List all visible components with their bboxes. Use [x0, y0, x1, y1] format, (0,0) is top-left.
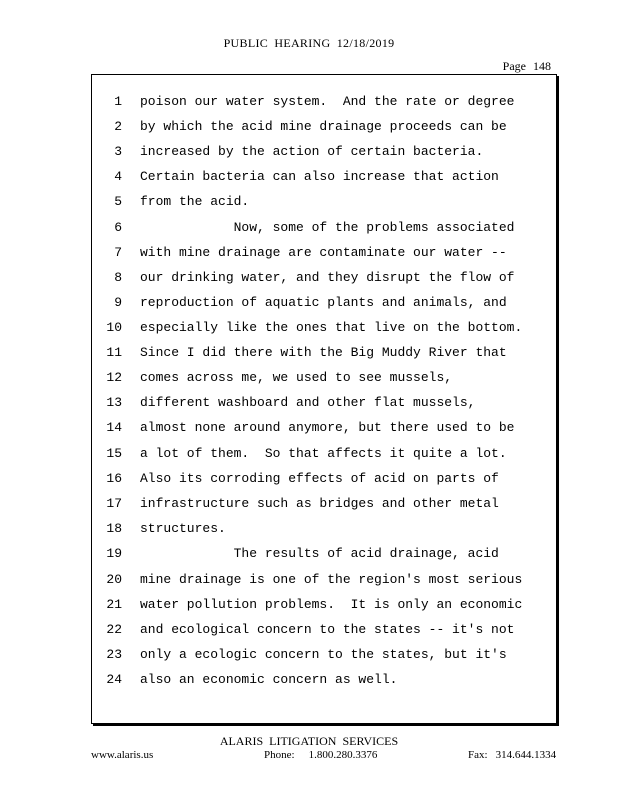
line-number: 14 [106, 420, 122, 435]
line-number: 19 [106, 546, 122, 561]
header-title: PUBLIC HEARING 12/18/2019 [223, 36, 395, 50]
fax-label: Fax: [468, 749, 488, 761]
line-text: with mine drainage are contaminate our water -- [140, 245, 507, 260]
line-number: 8 [114, 270, 122, 285]
line-number: 21 [106, 597, 122, 612]
line-number: 13 [106, 395, 122, 410]
line-number: 15 [106, 446, 122, 461]
footer-phone [264, 749, 377, 761]
line-number: 23 [106, 647, 122, 662]
footer-website: www.alaris.us [91, 749, 154, 761]
line-number: 5 [114, 194, 122, 209]
line-text: mine drainage is one of the region's most serious [140, 572, 523, 587]
line-number: 2 [114, 119, 122, 134]
line-text: especially like the ones that live on the bottom. [140, 320, 523, 335]
footer-company: ALARIS LITIGATION SERVICES [219, 734, 399, 748]
line-number: 1 [114, 94, 122, 109]
line-text: from the acid. [140, 194, 250, 209]
line-text: our drinking water, and they disrupt the flow of [140, 270, 515, 285]
line-text: comes across me, we used to see mussels, [140, 370, 453, 385]
phone-number: 1.800.280.3376 [308, 749, 378, 761]
line-text: structures. [140, 521, 226, 536]
line-number: 12 [106, 370, 122, 385]
transcript-box [91, 74, 557, 724]
line-number: 16 [106, 471, 122, 486]
line-text: Since I did there with the Big Muddy River that [140, 345, 507, 360]
line-number: 9 [114, 295, 122, 310]
line-text: by which the acid mine drainage proceeds can be [140, 119, 507, 134]
line-text: reproduction of aquatic plants and animals, and [140, 295, 507, 310]
fax-number: 314.644.1334 [495, 749, 557, 761]
line-number: 4 [114, 169, 122, 184]
line-number: 3 [114, 144, 122, 159]
line-text: The results of acid drainage, acid [140, 546, 499, 561]
line-text: a lot of them. So that affects it quite a lot. [140, 446, 507, 461]
line-text: different washboard and other flat mussels, [140, 395, 476, 410]
line-text: Now, some of the problems associated [140, 220, 515, 235]
line-text: and ecological concern to the states -- it's not [140, 622, 515, 637]
line-number: 11 [106, 345, 122, 360]
phone-label: Phone: [264, 749, 295, 761]
line-number: 6 [114, 220, 122, 235]
line-number: 22 [106, 622, 122, 637]
line-number: 17 [106, 496, 122, 511]
line-text: infrastructure such as bridges and other metal [140, 496, 499, 511]
line-number: 20 [106, 572, 122, 587]
line-text: increased by the action of certain bacteria. [140, 144, 484, 159]
line-number: 7 [114, 245, 122, 260]
line-text: Also its corroding effects of acid on parts of [140, 471, 499, 486]
page-number: Page 148 [502, 59, 551, 73]
line-number: 10 [106, 320, 122, 335]
line-number: 24 [106, 672, 122, 687]
line-text: only a ecologic concern to the states, but it's [140, 647, 507, 662]
line-text: Certain bacteria can also increase that action [140, 169, 499, 184]
line-text: poison our water system. And the rate or degree [140, 94, 515, 109]
line-text: water pollution problems. It is only an economic [140, 597, 523, 612]
line-text: almost none around anymore, but there used to be [140, 420, 515, 435]
footer-fax [468, 749, 556, 761]
line-text: also an economic concern as well. [140, 672, 398, 687]
line-number: 18 [106, 521, 122, 536]
